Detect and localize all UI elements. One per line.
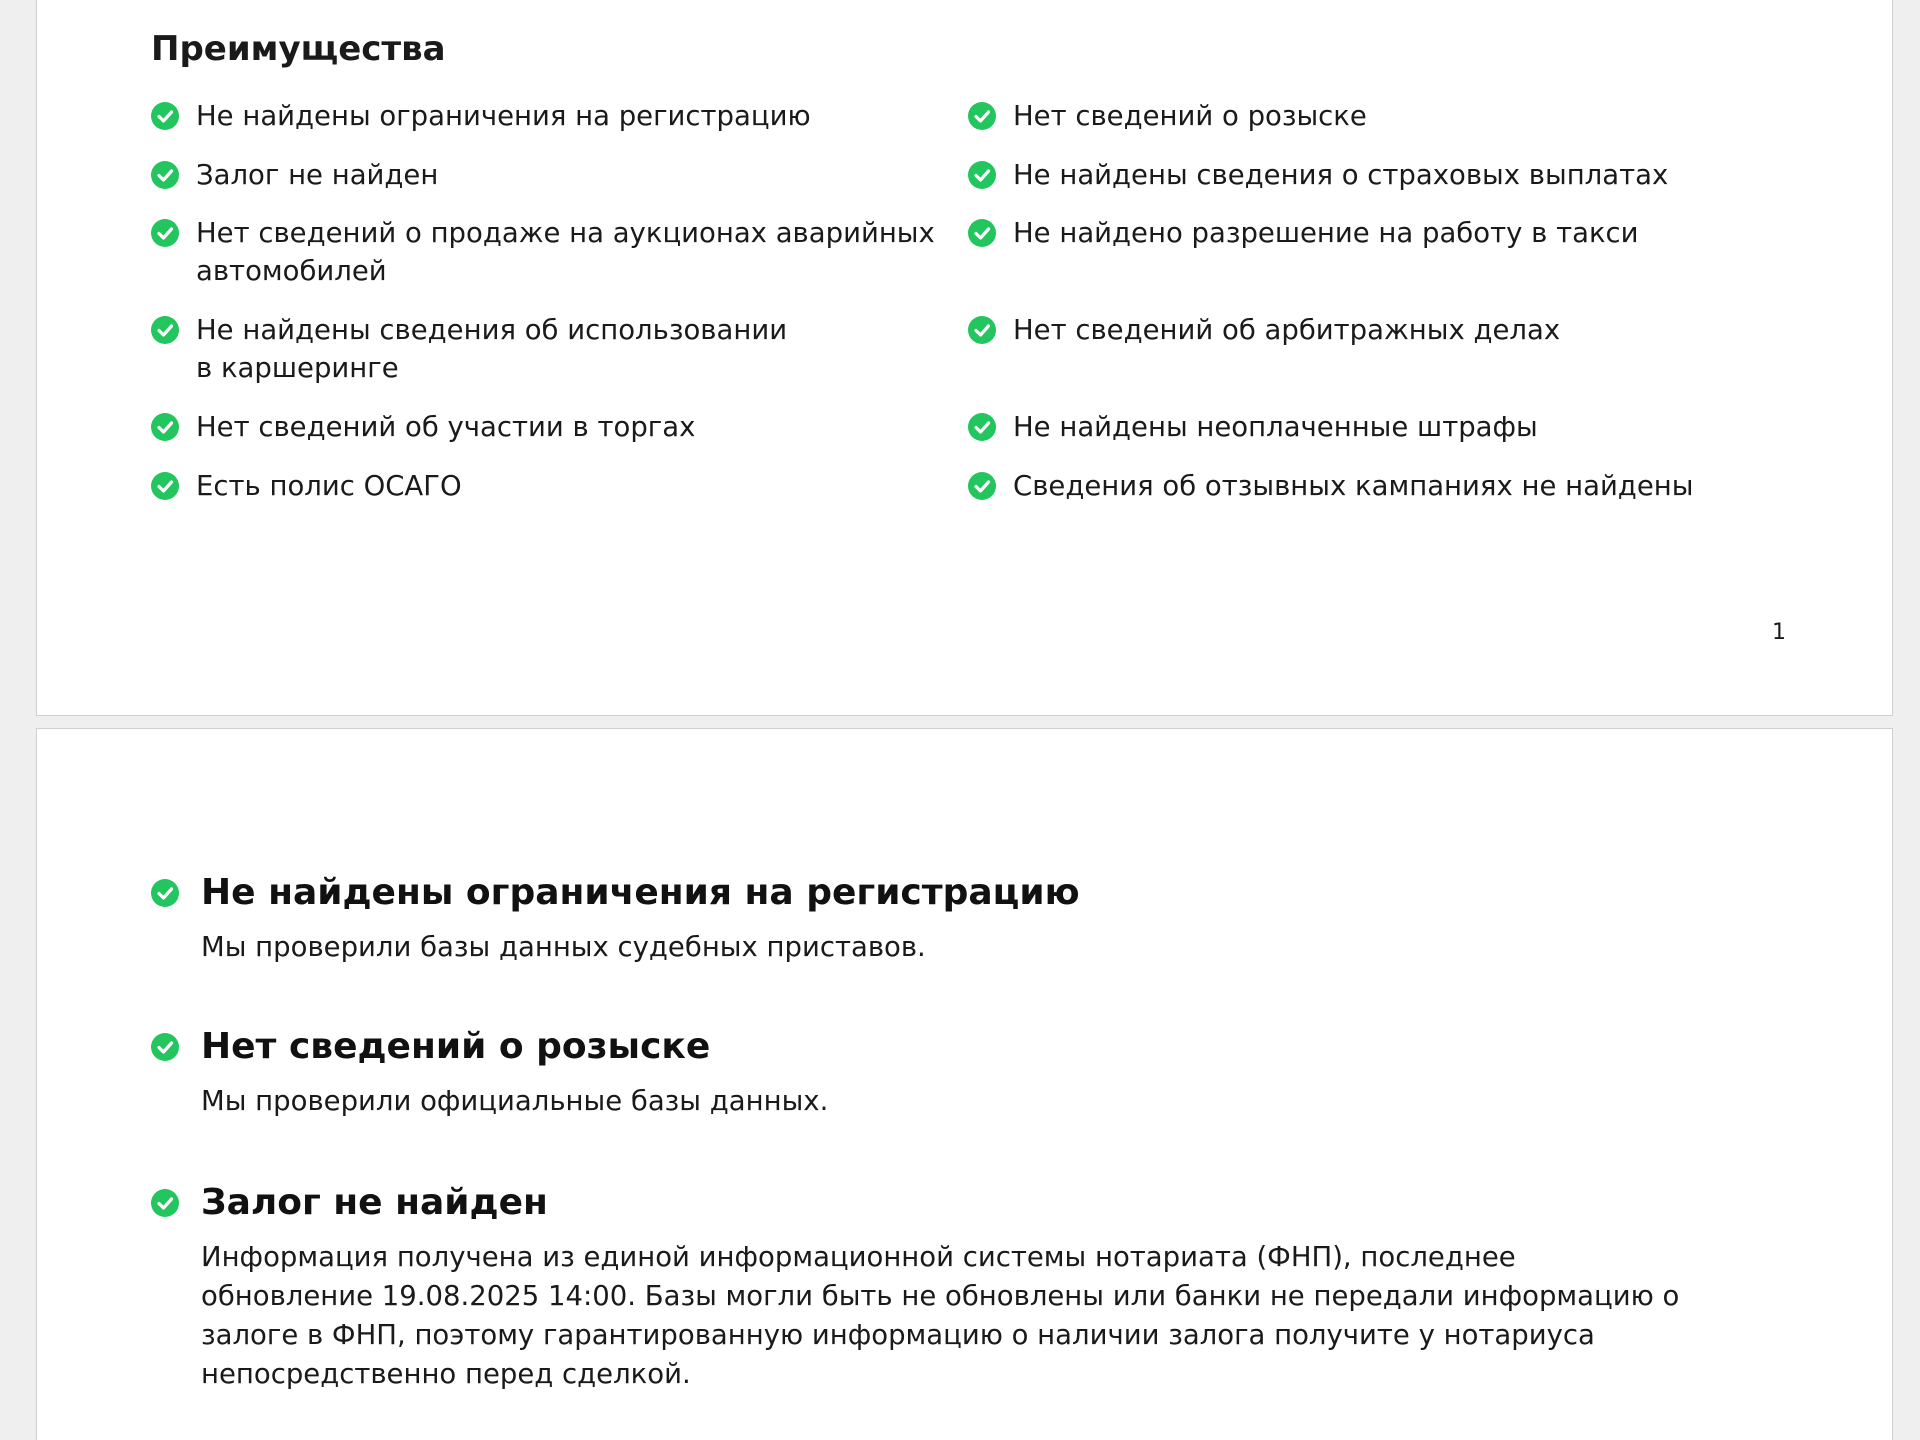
check-circle-icon [968, 413, 996, 441]
advantage-text: Нет сведений об участии в торгах [196, 411, 696, 443]
detail-text-line: Мы проверили базы данных судебных приставов. [201, 931, 926, 963]
advantages-title: Преимущества [151, 29, 446, 69]
check-circle-icon [968, 102, 996, 130]
advantage-item-arbitration [968, 311, 1828, 349]
advantage-item-auctions [151, 214, 981, 290]
advantage-text: Не найдены сведения о страховых выплатах [1013, 159, 1669, 191]
detail-text-line: обновление 19.08.2025 14:00. Базы могли быть не обновлены или банки не передали информацию о [201, 1280, 1680, 1312]
advantage-item-fines [968, 408, 1828, 446]
document-page-2 [36, 728, 1893, 1440]
advantage-item-insurance [968, 156, 1828, 194]
check-circle-icon [151, 316, 179, 344]
advantage-text-line: автомобилей [196, 255, 387, 287]
advantage-text [196, 311, 787, 387]
check-circle-icon [151, 219, 179, 247]
advantage-text-line: Не найдены сведения об использовании [196, 314, 788, 346]
detail-title: Не найдены ограничения на регистрацию [201, 872, 1080, 913]
advantage-item-wanted [968, 97, 1828, 135]
advantage-text: Сведения об отзывных кампаниях не найдены [1013, 470, 1694, 502]
advantage-item-carsharing [151, 311, 981, 387]
page-number: 1 [1772, 620, 1786, 645]
check-circle-icon [151, 1033, 179, 1061]
advantage-text: Есть полис ОСАГО [196, 470, 462, 502]
advantage-text: Залог не найден [196, 159, 439, 191]
detail-description [201, 928, 1701, 967]
detail-heading [151, 1180, 1751, 1226]
check-circle-icon [968, 161, 996, 189]
advantage-text: Не найдены ограничения на регистрацию [196, 100, 811, 132]
advantage-text-line: в каршеринге [196, 352, 399, 384]
check-circle-icon [151, 102, 179, 130]
advantage-item-pledge [151, 156, 981, 194]
detail-text-line: Информация получена из единой информационной системы нотариата (ФНП), последнее [201, 1241, 1516, 1273]
detail-description [201, 1238, 1701, 1394]
detail-description [201, 1082, 1701, 1121]
detail-text-line: залоге в ФНП, поэтому гарантированную информацию о наличии залога получите у нотариуса [201, 1319, 1595, 1351]
check-circle-icon [151, 879, 179, 907]
check-circle-icon [151, 472, 179, 500]
advantage-item-taxi [968, 214, 1828, 252]
detail-heading [151, 870, 1751, 916]
advantage-text: Нет сведений о розыске [1013, 100, 1367, 132]
advantage-text: Нет сведений об арбитражных делах [1013, 314, 1561, 346]
advantage-item-trades [151, 408, 981, 446]
advantage-text-line: Нет сведений о продаже на аукционах аварийных [196, 217, 935, 249]
advantage-text: Не найдено разрешение на работу в такси [1013, 217, 1639, 249]
document-page-1 [36, 0, 1893, 716]
check-circle-icon [968, 472, 996, 500]
detail-section-pledge [151, 1180, 1751, 1394]
check-circle-icon [151, 161, 179, 189]
advantage-text [196, 214, 935, 290]
check-circle-icon [151, 1189, 179, 1217]
advantage-item-osago [151, 467, 981, 505]
check-circle-icon [968, 316, 996, 344]
detail-heading [151, 1024, 1751, 1070]
check-circle-icon [968, 219, 996, 247]
detail-section-wanted [151, 1024, 1751, 1121]
detail-text-line: непосредственно перед сделкой. [201, 1358, 691, 1390]
advantage-text: Не найдены неоплаченные штрафы [1013, 411, 1538, 443]
detail-title: Нет сведений о розыске [201, 1026, 711, 1067]
detail-section-registration [151, 870, 1751, 967]
detail-text-line: Мы проверили официальные базы данных. [201, 1085, 829, 1117]
advantage-item-recalls [968, 467, 1828, 505]
advantage-item-registration [151, 97, 981, 135]
detail-title: Залог не найден [201, 1182, 548, 1223]
check-circle-icon [151, 413, 179, 441]
